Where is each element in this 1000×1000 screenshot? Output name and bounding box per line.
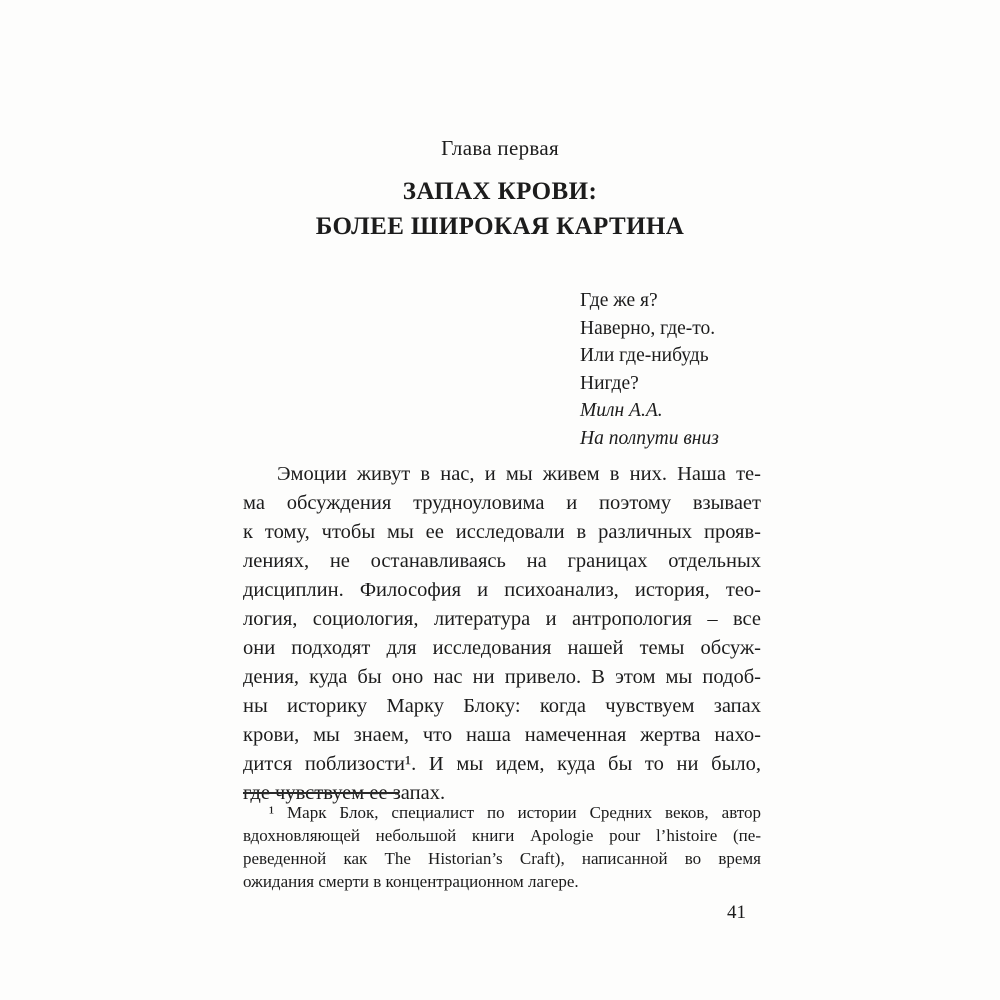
body-line: лениях, не останавливаясь на границах отдельных	[243, 550, 761, 572]
epigraph-attribution: Милн А.А.	[580, 400, 663, 421]
body-line: где чувствуем ее запах.	[243, 782, 446, 804]
footnote-line: ¹ Марк Блок, специалист по истории Средних веков, автор	[269, 803, 761, 822]
body-paragraph	[243, 460, 761, 808]
body-line: дения, куда бы оно нас ни привело. В этом мы подоб-	[243, 666, 761, 688]
chapter-label: Глава первая	[441, 136, 559, 160]
epigraph-line: Наверно, где-то.	[580, 317, 716, 339]
body-line: логия, социология, литература и антропология – все	[243, 608, 761, 630]
footnote-line: реведенной как The Historian’s Craft), написанной во время	[243, 849, 761, 868]
body-line: они подходят для исследования нашей темы обсуж-	[243, 637, 761, 659]
epigraph-line: Нигде?	[580, 372, 639, 394]
body-line: дится поблизости¹. И мы идем, куда бы то ни было,	[243, 753, 761, 775]
body-line: крови, мы знаем, что наша намеченная жертва нахо-	[243, 724, 761, 746]
body-line: Эмоции живут в нас, и мы живем в них. Наша те-	[277, 463, 761, 485]
footnote-divider	[243, 792, 399, 794]
page-number: 41	[727, 902, 746, 923]
epigraph-line: Где же я?	[580, 290, 658, 311]
body-line: к тому, чтобы мы ее исследовали в различных прояв-	[243, 521, 761, 543]
epigraph-attribution: На полпути вниз	[580, 427, 719, 449]
body-line: ма обсуждения трудноуловима и поэтому взывает	[243, 492, 761, 514]
footnote-line: ожидания смерти в концентрационном лагере.	[243, 872, 579, 891]
footnote	[243, 801, 761, 893]
epigraph	[580, 287, 800, 452]
footnote-line: вдохновляющей небольшой книги Apologie pour l’histoire (пе-	[243, 826, 761, 845]
body-line: дисциплин. Философия и психоанализ, история, тео-	[243, 579, 761, 601]
chapter-title-line-2: БОЛЕЕ ШИРОКАЯ КАРТИНА	[315, 213, 685, 240]
chapter-title	[210, 174, 790, 244]
body-line: ны историку Марку Блоку: когда чувствуем запах	[243, 695, 761, 717]
epigraph-line: Или где-нибудь	[580, 345, 709, 366]
chapter-title-line-1: ЗАПАХ КРОВИ:	[402, 178, 598, 205]
